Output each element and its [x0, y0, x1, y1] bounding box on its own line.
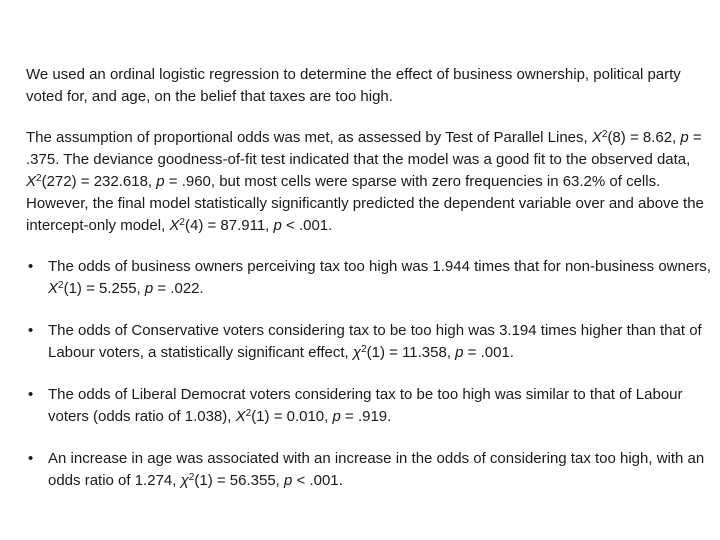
- finding-business-ownership: [26, 256, 714, 300]
- intro-paragraph: We used an ordinal logistic regression to determine the effect of business ownership, political party voted for, and age, on the belief that taxes are too high.: [26, 66, 681, 105]
- text-run: The odds of business owners perceiving tax too high was 1.944 times that for non-business owners,: [48, 258, 711, 275]
- italic-symbol: p: [332, 408, 341, 425]
- text-run: An increase in age was associated with an increase in the odds of considering tax too high, with an odds ratio of 1.274,: [48, 450, 705, 489]
- italic-symbol: χ: [352, 344, 362, 361]
- superscript: 2: [601, 129, 608, 140]
- finding-liberal-democrat-voters: [26, 384, 714, 428]
- bullet-marker: •: [28, 322, 34, 339]
- italic-symbol: X: [48, 280, 59, 297]
- text-run: = .001.: [463, 344, 514, 361]
- superscript: 2: [179, 217, 185, 228]
- superscript: 2: [188, 472, 195, 483]
- superscript: 2: [36, 173, 42, 184]
- italic-symbol: X: [169, 217, 180, 234]
- findings-list: [26, 256, 714, 492]
- superscript: 2: [58, 280, 64, 291]
- text-run: < .001.: [281, 217, 333, 234]
- finding-text: [48, 258, 711, 297]
- text-run: = .375. The deviance goodness-of-fit test indicated that the model was a good fit to the observed data,: [26, 129, 702, 168]
- text-run: (8) = 8.62,: [607, 129, 681, 146]
- finding-conservative-voters: [26, 320, 714, 364]
- text-run: (1) = 5.255,: [63, 280, 145, 297]
- italic-symbol: p: [284, 472, 293, 489]
- superscript: 2: [361, 344, 367, 355]
- italic-symbol: p: [680, 129, 689, 146]
- text-run: (4) = 87.911,: [184, 217, 274, 234]
- text-run: = .919.: [340, 408, 392, 425]
- italic-symbol: p: [273, 217, 282, 234]
- finding-text: [48, 386, 683, 425]
- finding-age: [26, 448, 714, 492]
- finding-text: [48, 322, 702, 361]
- text-run: The odds of Conservative voters considering tax to be too high was 3.194 times higher than that of Labour voters, a statistically significant effect,: [48, 322, 702, 361]
- text-run: (1) = 56.355,: [194, 472, 285, 489]
- document-body: [26, 64, 714, 512]
- superscript: 2: [245, 408, 252, 419]
- text-run: (272) = 232.618,: [41, 173, 157, 190]
- bullet-marker: •: [28, 258, 34, 275]
- text-run: < .001.: [292, 472, 343, 489]
- text-run: = .022.: [153, 280, 204, 297]
- finding-text: [48, 450, 704, 489]
- italic-symbol: X: [591, 129, 602, 146]
- text-run: The assumption of proportional odds was met, as assessed by Test of Parallel Lines,: [26, 129, 592, 146]
- italic-symbol: p: [144, 280, 154, 297]
- text-run: The odds of Liberal Democrat voters considering tax to be too high was similar to that of Labour voters (odds ratio of 1.038),: [48, 386, 683, 425]
- italic-symbol: X: [26, 173, 37, 190]
- bullet-marker: •: [28, 450, 34, 467]
- italic-symbol: X: [235, 408, 246, 425]
- text-run: (1) = 11.358,: [366, 344, 456, 361]
- italic-symbol: χ: [180, 472, 189, 489]
- text-run: (1) = 0.010,: [251, 408, 333, 425]
- italic-symbol: p: [455, 344, 464, 361]
- italic-symbol: p: [156, 173, 165, 190]
- results-paragraph: [26, 127, 714, 237]
- text-run: = .960, but most cells were sparse with zero frequencies in 63.2% of cells. However, the final model statistically significantly predicted the dependent variable over and above the intercept-only model,: [26, 173, 704, 234]
- bullet-marker: •: [28, 386, 34, 403]
